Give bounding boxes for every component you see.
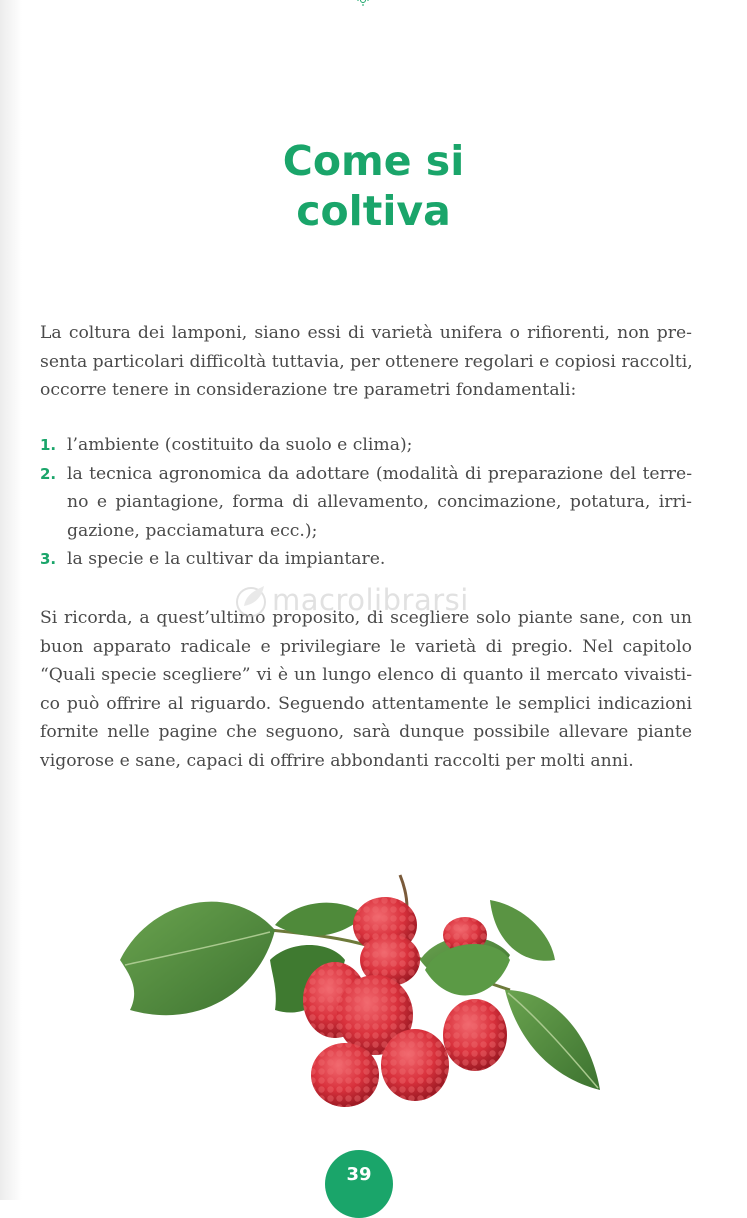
intro-line: La coltura dei lamponi, siano essi di varietà unifera o rifiorenti, non pre- — [40, 323, 692, 343]
intro-paragraph — [40, 319, 692, 405]
list-item-line: gazione, pacciamatura ecc.); — [67, 520, 318, 541]
page-number: 39 — [346, 1164, 372, 1185]
intro-line: occorre tenere in considerazione tre parametri fondamentali: — [40, 380, 577, 401]
sun-ornament-icon — [357, 0, 369, 6]
watermark — [232, 578, 532, 628]
list-item-text — [67, 460, 692, 546]
list-item-line: la tecnica agronomica da adottare (modalità di preparazione del terre- — [67, 463, 692, 484]
list-item — [40, 460, 692, 546]
intro-line: senta particolari difficoltà tuttavia, per ottenere regolari e copiosi raccolti, — [40, 351, 693, 372]
list-item — [40, 431, 692, 460]
list-item-number: 3. — [40, 550, 57, 569]
closing-line: “Quali specie scegliere” vi è un lungo elenco di quanto il mercato vivaisti- — [40, 665, 692, 686]
page-number-badge — [325, 1150, 393, 1218]
raspberries-illustration — [110, 860, 610, 1120]
parameters-list — [40, 431, 692, 574]
closing-line: Si ricorda, a quest’ultimo proposito, di scegliere solo piante sane, con un — [40, 608, 692, 628]
closing-paragraph — [40, 604, 692, 776]
chapter-title-line-1: Come si — [282, 137, 465, 185]
list-item-line: l’ambiente (costituito da suolo e clima); — [67, 435, 413, 455]
closing-line: co può offrire al riguardo. Seguendo attentamente le semplici indicazioni — [40, 693, 692, 714]
chapter-title-line-2: coltiva — [296, 187, 451, 235]
closing-line: vigorose e sane, capaci di offrire abbondanti raccolti per molti anni. — [40, 750, 634, 771]
list-item-text — [67, 545, 692, 574]
list-item-number: 2. — [40, 464, 57, 483]
list-item-text — [67, 431, 692, 460]
list-item-number: 1. — [40, 436, 57, 454]
watermark-leaf-icon — [234, 580, 268, 620]
watermark-text: macrolibrarsi — [272, 583, 469, 617]
list-item-line: la specie e la cultivar da impiantare. — [67, 549, 386, 570]
closing-line: fornite nelle pagine che seguono, sarà dunque possibile allevare piante — [40, 722, 692, 743]
chapter-title — [0, 136, 747, 236]
closing-line: buon apparato radicale e privilegiare le varietà di pregio. Nel capitolo — [40, 636, 692, 657]
list-item — [40, 545, 692, 574]
list-item-line: no e piantagione, forma di allevamento, concimazione, potatura, irri- — [67, 492, 692, 513]
